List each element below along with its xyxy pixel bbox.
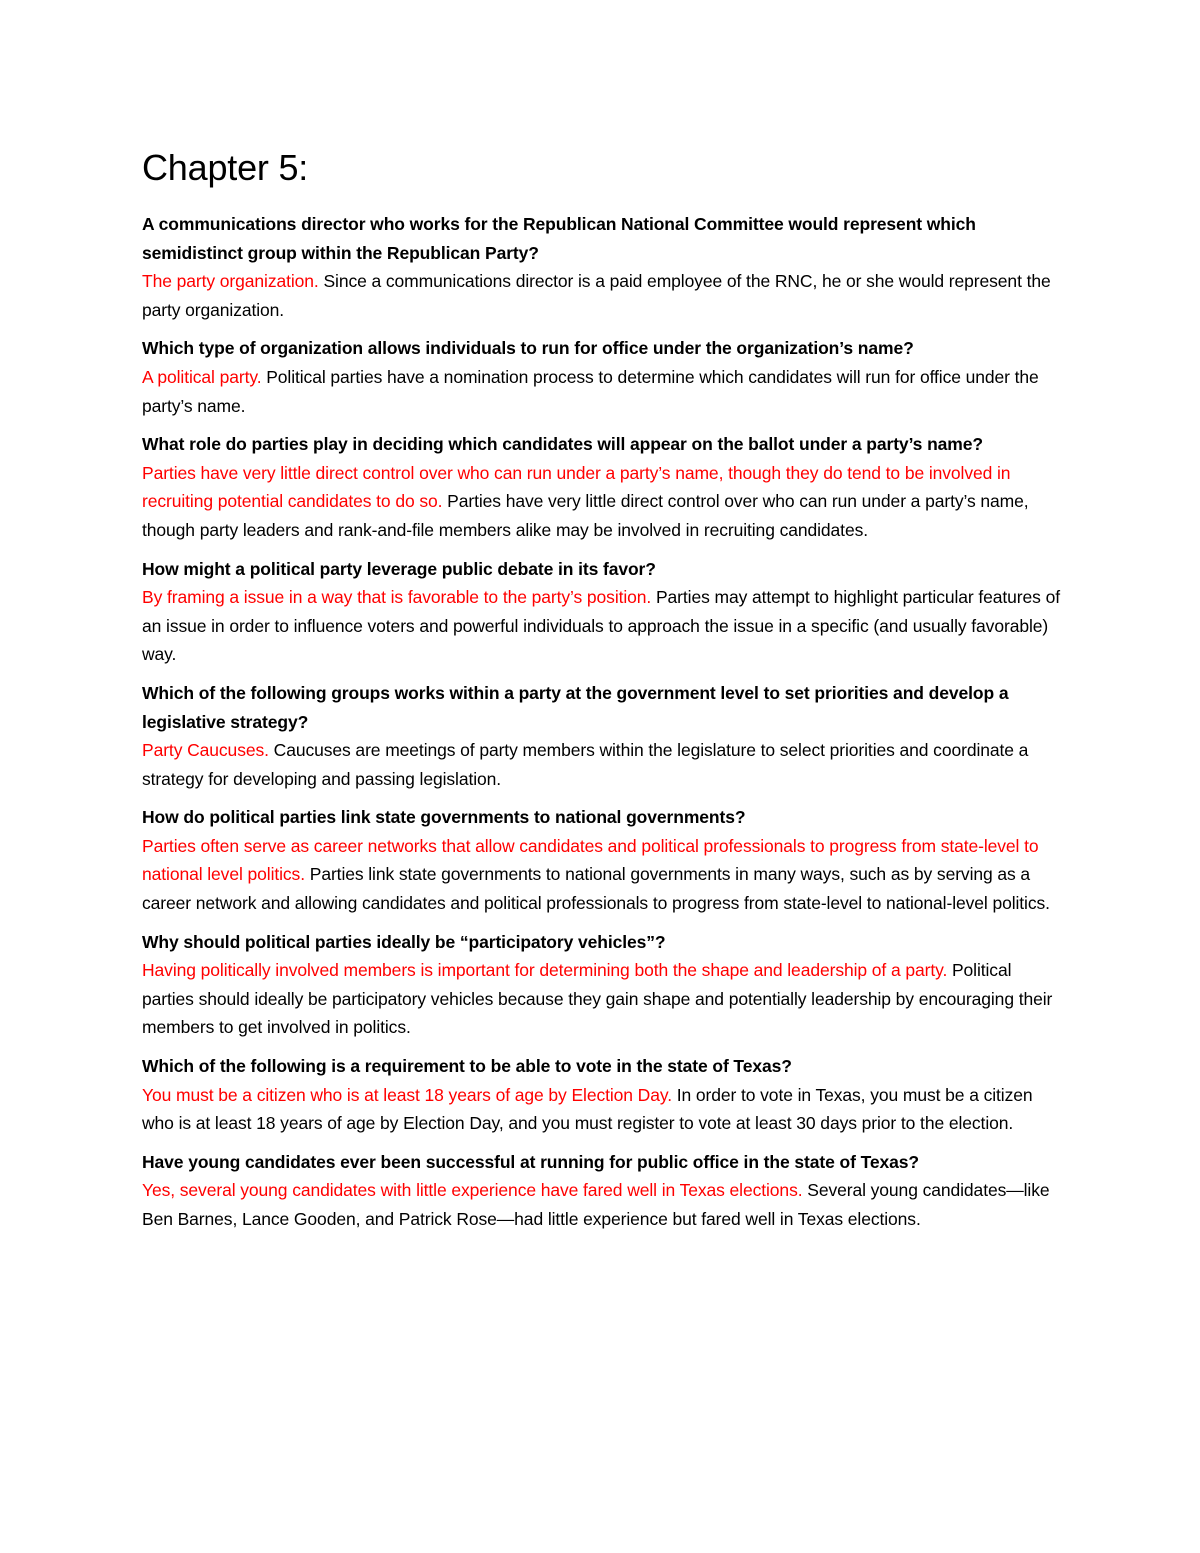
document-page: [142, 140, 1062, 1244]
short-answer-3: Parties have very little direct control over who can run under a party’s name, though they do tend to be involved in recruiting potential candidates to do so.: [142, 462, 1011, 512]
answer-7: [142, 956, 1062, 1042]
explanation-5: Caucuses are meetings of party members within the legislature to select priorities and coordinate a strategy for developing and passing legislation.: [142, 740, 1029, 789]
explanation-1: Since a communications director is a paid employee of the RNC, he or she would represent the party organization.: [142, 271, 1051, 320]
answer-1: [142, 267, 1062, 324]
explanation-7: Political parties should ideally be participatory vehicles because they gain shape and potentially leadership by encouraging their members to get involved in politics.: [142, 960, 1053, 1038]
answer-2: [142, 363, 1062, 420]
question-8: Which of the following is a requirement to be able to vote in the state of Texas?: [142, 1056, 792, 1077]
short-answer-4: By framing a issue in a way that is favorable to the party’s position.: [142, 587, 652, 608]
answer-9: [142, 1176, 1062, 1233]
explanation-6: Parties link state governments to national governments in many ways, such as by serving as a career network and allowing candidates and political professionals to progress from state-level to national-level politics.: [142, 864, 1050, 914]
chapter-title: Chapter 5:: [142, 147, 309, 188]
qa-item-9: [142, 1148, 1062, 1234]
qa-item-4: [142, 555, 1062, 669]
answer-6: [142, 832, 1062, 918]
question-6: How do political parties link state governments to national governments?: [142, 807, 746, 828]
short-answer-2: A political party.: [142, 366, 262, 387]
answer-4: [142, 583, 1062, 669]
qa-item-8: [142, 1052, 1062, 1138]
question-5: Which of the following groups works within a party at the government level to set priorities and develop a legislative strategy?: [142, 682, 1009, 732]
explanation-2: Political parties have a nomination process to determine which candidates will run for office under the party’s name.: [142, 366, 1039, 416]
question-7: Why should political parties ideally be “participatory vehicles”?: [142, 931, 666, 952]
explanation-4: Parties may attempt to highlight particular features of an issue in order to influence voters and powerful individuals to approach the issue in a specific (and usually favorable) way.: [142, 587, 1060, 665]
qa-item-6: [142, 803, 1062, 917]
short-answer-5: Party Caucuses.: [142, 740, 269, 761]
qa-item-3: [142, 430, 1062, 544]
qa-item-5: [142, 679, 1062, 793]
question-2: Which type of organization allows individuals to run for office under the organization’s name?: [142, 338, 914, 359]
explanation-3: Parties have very little direct control over who can run under a party’s name, though party leaders and rank-and-file members alike may be involved in recruiting candidates.: [142, 491, 1029, 540]
answer-5: [142, 736, 1062, 793]
answer-3: [142, 459, 1062, 545]
qa-item-2: [142, 334, 1062, 420]
answer-8: [142, 1081, 1062, 1138]
short-answer-6: Parties often serve as career networks that allow candidates and political professionals to progress from state-level to national level politics.: [142, 835, 1039, 885]
short-answer-9: Yes, several young candidates with little experience have fared well in Texas elections.: [142, 1180, 803, 1201]
question-3: What role do parties play in deciding which candidates will appear on the ballot under a party’s name?: [142, 434, 983, 455]
question-9: Have young candidates ever been successful at running for public office in the state of Texas?: [142, 1151, 919, 1172]
short-answer-1: The party organization.: [142, 271, 319, 292]
explanation-8: In order to vote in Texas, you must be a citizen who is at least 18 years of age by Election Day, and you must register to vote at least 30 days prior to the election.: [142, 1084, 1033, 1134]
short-answer-8: You must be a citizen who is at least 18 years of age by Election Day.: [142, 1084, 672, 1105]
question-1: A communications director who works for the Republican National Committee would represent which semidistinct group within the Republican Party?: [142, 214, 976, 263]
question-4: How might a political party leverage public debate in its favor?: [142, 558, 656, 579]
explanation-9: Several young candidates—like Ben Barnes, Lance Gooden, and Patrick Rose—had little experience but fared well in Texas elections.: [142, 1180, 1050, 1229]
qa-item-7: [142, 928, 1062, 1042]
short-answer-7: Having politically involved members is important for determining both the shape and leadership of a party.: [142, 960, 948, 981]
qa-item-1: [142, 210, 1062, 324]
